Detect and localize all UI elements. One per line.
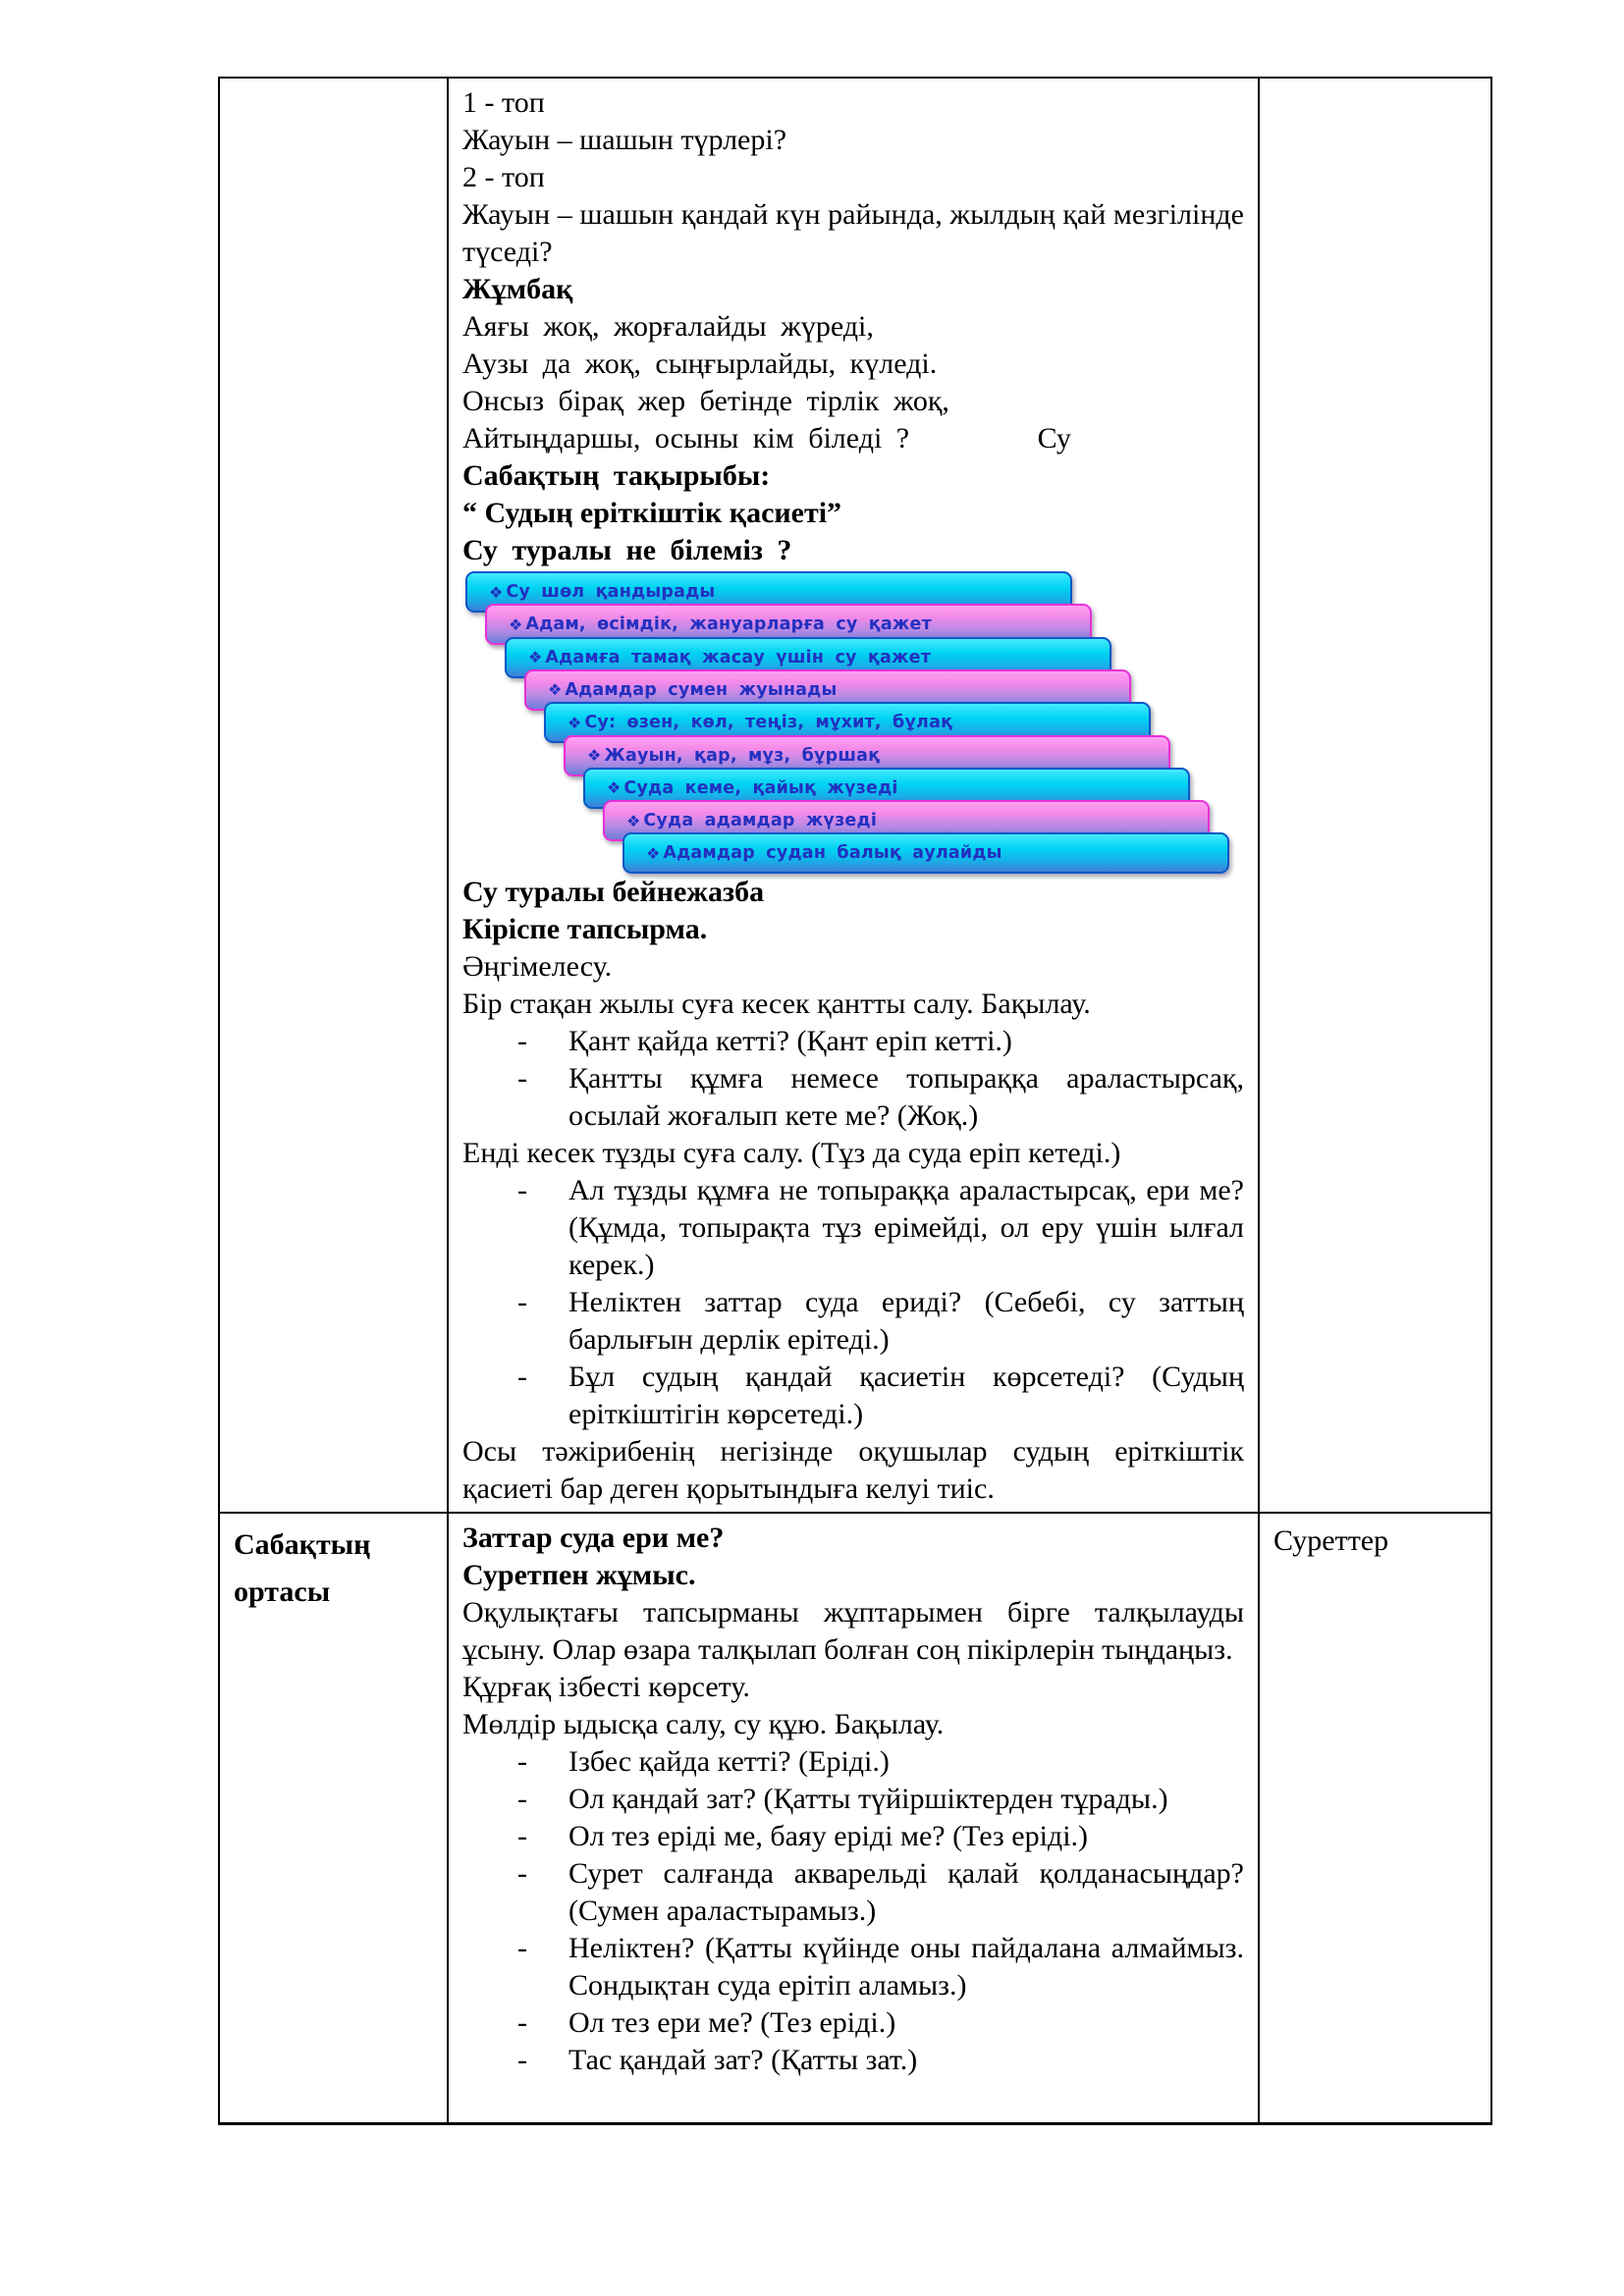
dash-list-text: Қантты құмға немесе топыраққа араластырсақ, осылай жоғалып кете ме? (Жоқ.)	[568, 1062, 1244, 1132]
dash-list-item	[462, 1172, 1244, 1284]
dash-marker: -	[517, 1286, 527, 1318]
dash-list-text: Қант қайда кетті? (Қант еріп кетті.)	[568, 1025, 1012, 1057]
paragraph: Оқулықтағы тапсырманы жұптарымен бірге талқылауды ұсыну. Олар өзара талқылап болған соң пікірлерін тыңдаңыз.	[462, 1596, 1244, 1666]
paragraph: 2 - топ	[462, 161, 545, 193]
banner-item	[623, 832, 1229, 874]
water-facts-diagram	[462, 571, 1244, 874]
paragraph: Аяғы жоқ, жорғалайды жүреді,	[462, 310, 874, 343]
dash-marker: -	[517, 1783, 527, 1815]
row1-stage-cell	[220, 79, 449, 1512]
paragraph: Онсыз бірақ жер бетінде тірлік жоқ,	[462, 385, 949, 417]
diamond-bullet-icon: ❖	[568, 713, 582, 732]
diamond-bullet-icon: ❖	[528, 648, 543, 667]
stage-label: Сабақтың ортасы	[234, 1528, 371, 1608]
row2-stage-cell	[220, 1514, 449, 2122]
dash-list-item	[462, 1359, 1244, 1433]
diamond-bullet-icon: ❖	[489, 582, 504, 602]
paragraph: Жұмбақ	[462, 273, 573, 305]
banner-label: Адамға тамақ жасау үшін су қажет	[545, 647, 932, 667]
dash-list-item	[462, 1023, 1244, 1060]
paragraph: Заттар суда ери ме?	[462, 1522, 725, 1554]
row1-paragraphs-top	[462, 84, 1244, 569]
paragraph: Айтыңдаршы, осыны кім біледі ? Су	[462, 422, 1071, 454]
dash-marker: -	[517, 2006, 527, 2039]
row1-paragraphs-bottom	[462, 874, 1244, 1508]
dash-marker: -	[517, 1025, 527, 1057]
paragraph: Жауын – шашын түрлері?	[462, 124, 787, 156]
paragraph: Аузы да жоқ, сыңғырлайды, күледі.	[462, 347, 938, 380]
dash-list-item	[462, 1818, 1244, 1855]
resources-label: Суреттер	[1273, 1524, 1389, 1557]
dash-marker: -	[517, 1857, 527, 1890]
paragraph: Құрғақ ізбесті көрсету.	[462, 1671, 750, 1703]
dash-marker: -	[517, 1932, 527, 1964]
row2-paragraphs	[462, 1520, 1244, 2079]
banner-label: Адамдар сумен жуынады	[565, 679, 838, 700]
paragraph: Мөлдір ыдысқа салу, су құю. Бақылау.	[462, 1708, 945, 1740]
banner-label: Жауын, қар, мұз, бұршақ	[604, 745, 881, 766]
dash-list-text: Ол тез еріді ме, баяу еріді ме? (Тез еріді.)	[568, 1820, 1089, 1852]
paragraph: Әңгімелесу.	[462, 950, 613, 983]
dash-marker: -	[517, 2044, 527, 2076]
dash-list-item	[462, 1930, 1244, 2004]
dash-list-text: Ізбес қайда кетті? (Еріді.)	[568, 1745, 890, 1778]
dash-list-text: Ал тұзды құмға не топыраққа араластырсақ, ери ме? (Құмда, топырақта тұз ерімейді, ол еру үшін ылғал керек.)	[568, 1174, 1244, 1281]
row1-resources-cell	[1260, 79, 1490, 1512]
diamond-bullet-icon: ❖	[626, 811, 641, 830]
dash-list-text: Ол қандай зат? (Қатты түйіршіктерден тұрады.)	[568, 1783, 1168, 1815]
lesson-plan-table	[218, 77, 1492, 2125]
dash-marker: -	[517, 1820, 527, 1852]
banner-label: Су шөл қандырады	[506, 582, 716, 602]
paragraph: Су туралы бейнежазба	[462, 876, 765, 908]
banner-label: Адамдар судан балық аулайды	[663, 843, 1002, 864]
dash-list-text: Бұл судың қандай қасиетін көрсетеді? (Судың еріткіштігін көрсетеді.)	[568, 1361, 1244, 1430]
paragraph: Суретпен жұмыс.	[462, 1559, 696, 1591]
dash-list-item	[462, 1855, 1244, 1930]
table-row	[220, 79, 1490, 1514]
banner-label: Суда адамдар жүзеді	[643, 811, 878, 831]
paragraph: Кіріспе тапсырма.	[462, 913, 708, 945]
dash-list-item	[462, 2042, 1244, 2079]
diamond-bullet-icon: ❖	[607, 778, 622, 798]
dash-marker: -	[517, 1174, 527, 1206]
dash-list-item	[462, 1284, 1244, 1359]
dash-marker: -	[517, 1361, 527, 1393]
dash-list-item	[462, 1781, 1244, 1818]
dash-list-text: Тас қандай зат? (Қатты зат.)	[568, 2044, 918, 2076]
paragraph: Енді кесек тұзды суға салу. (Тұз да суда еріп кетеді.)	[462, 1137, 1121, 1169]
paragraph: 1 - топ	[462, 86, 545, 119]
diamond-bullet-icon: ❖	[646, 843, 661, 863]
dash-list-text: Сурет салғанда акварельді қалай қолданасыңдар? (Сумен араластырамыз.)	[568, 1857, 1244, 1927]
row2-content-cell	[449, 1514, 1260, 2122]
dash-list-item	[462, 1060, 1244, 1135]
banner-label: Су: өзен, көл, теңіз, мұхит, бұлақ	[584, 713, 953, 733]
banner-label: Адам, өсімдік, жануарларға су қажет	[525, 614, 932, 635]
row1-content-cell	[449, 79, 1260, 1512]
paragraph: Осы тәжірибенің негізінде оқушылар судың еріткіштік қасиеті бар деген қорытындыға келуі тиіс.	[462, 1435, 1244, 1505]
diamond-bullet-icon: ❖	[509, 614, 523, 634]
dash-list-item	[462, 1743, 1244, 1781]
dash-marker: -	[517, 1745, 527, 1778]
paragraph: Сабақтың тақырыбы:	[462, 459, 771, 492]
paragraph: “ Судың еріткіштік қасиеті”	[462, 497, 842, 529]
dash-marker: -	[517, 1062, 527, 1095]
paragraph: Жауын – шашын қандай күн райында, жылдың қай мезгілінде түседі?	[462, 198, 1244, 268]
diamond-bullet-icon: ❖	[587, 746, 602, 765]
diamond-bullet-icon: ❖	[548, 680, 563, 700]
table-row	[220, 1514, 1490, 2122]
dash-list-text: Неліктен? (Қатты күйінде оны пайдалана алмаймыз. Сондықтан суда ерітіп аламыз.)	[568, 1932, 1244, 2002]
dash-list-text: Ол тез ери ме? (Тез еріді.)	[568, 2006, 896, 2039]
banner-label: Суда кеме, қайық жүзеді	[623, 777, 898, 798]
paragraph: Су туралы не білеміз ?	[462, 534, 792, 566]
dash-list-item	[462, 2004, 1244, 2042]
row2-resources-cell	[1260, 1514, 1490, 2122]
dash-list-text: Неліктен заттар суда ериді? (Себебі, су заттың барлығын дерлік ерітеді.)	[568, 1286, 1244, 1356]
paragraph: Бір стақан жылы суға кесек қантты салу. Бақылау.	[462, 988, 1091, 1020]
